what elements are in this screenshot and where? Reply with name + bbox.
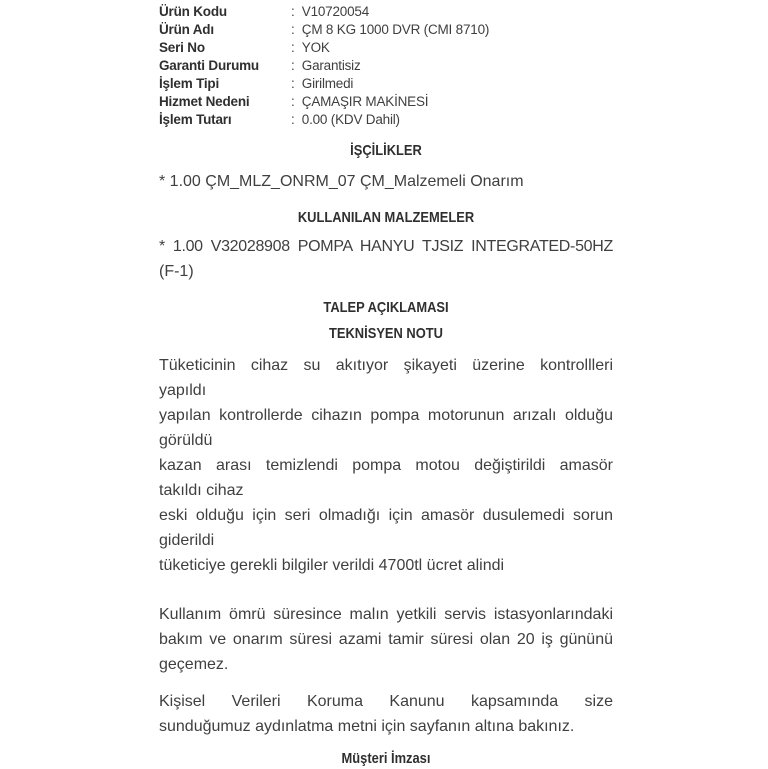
legal-line: geçemez. [159,656,229,673]
field-label: İşlem Tipi [159,76,220,91]
note-line: eski olduğu için seri olmadığı için amasör dusulemedi sorun [159,507,613,524]
field-value: ÇM 8 KG 1000 DVR (CMI 8710) [301,22,490,37]
note-line: Tüketicinin cihaz su akıtıyor şikayeti üzerine kontrollleri [159,357,613,374]
note-line: takıldı cihaz [159,482,244,499]
kvkk-paragraph [159,689,613,739]
table-row-serial-no [159,39,613,57]
field-separator: : [291,112,295,127]
table-row-service-reason [159,93,613,111]
table-row-product-name [159,21,613,39]
field-value: Garantisiz [301,58,361,73]
note-line: tüketiciye gerekli bilgiler verildi 4700tl ücret alindi [159,557,505,574]
service-document [159,0,613,769]
field-value: ÇAMAŞIR MAKİNESİ [301,94,429,109]
note-line: yapılan kontrollerde cihazın pompa motorunun arızalı olduğu [159,407,613,424]
note-line: yapıldı [159,382,207,399]
field-separator: : [291,76,295,91]
note-line: kazan arası temizlendi pompa motou değiştirildi amasör [159,457,613,474]
legal-line: Kullanım ömrü süresince malın yetkili servis istasyonlarındaki [159,606,613,623]
table-row-product-code [159,3,613,21]
legal-line: Kişisel Verileri Koruma Kanunu kapsamında size [159,693,613,710]
field-value: 0.00 (KDV Dahil) [301,112,400,127]
field-label: Seri No [159,40,205,55]
table-row-operation-type [159,75,613,93]
note-line: giderildi [159,532,215,549]
field-label: Hizmet Nedeni [159,94,250,109]
section-heading-labors: İŞÇİLİKLER [350,142,422,159]
section-heading-request-description: TALEP AÇIKLAMASI [323,299,449,316]
field-separator: : [291,58,295,73]
field-label: İşlem Tutarı [159,112,232,127]
customer-signature-heading: Müşteri İmzası [341,750,431,767]
table-row-operation-amount [159,111,613,129]
material-item-line: (F-1) [159,263,194,280]
field-separator: : [291,22,295,37]
legal-line: bakım ve onarım süresi azami tamir süresi olan 20 iş gününü [159,631,613,648]
field-label: Ürün Kodu [159,4,227,19]
labor-item-line: * 1.00 ÇM_MLZ_ONRM_07 ÇM_Malzemeli Onarım [159,173,524,190]
technician-notes [159,353,613,578]
section-heading-technician-note: TEKNİSYEN NOTU [329,325,443,342]
labor-items [159,169,613,194]
section-heading-materials: KULLANILAN MALZEMELER [297,209,475,226]
legal-line: sunduğumuz aydınlatma metni için sayfanın altına bakınız. [159,718,575,735]
usage-period-paragraph [159,602,613,677]
field-value: V10720054 [301,4,370,19]
field-value: Girilmedi [301,76,354,91]
material-items [159,234,613,284]
field-separator: : [291,4,295,19]
field-value: YOK [301,40,330,55]
product-info-table [159,3,613,129]
note-line: görüldü [159,432,213,449]
field-separator: : [291,40,295,55]
material-item-line: * 1.00 V32028908 POMPA HANYU TJSIZ INTEGRATED-50HZ [159,238,613,255]
table-row-warranty-status [159,57,613,75]
field-label: Ürün Adı [159,22,214,37]
field-separator: : [291,94,295,109]
field-label: Garanti Durumu [159,58,259,73]
